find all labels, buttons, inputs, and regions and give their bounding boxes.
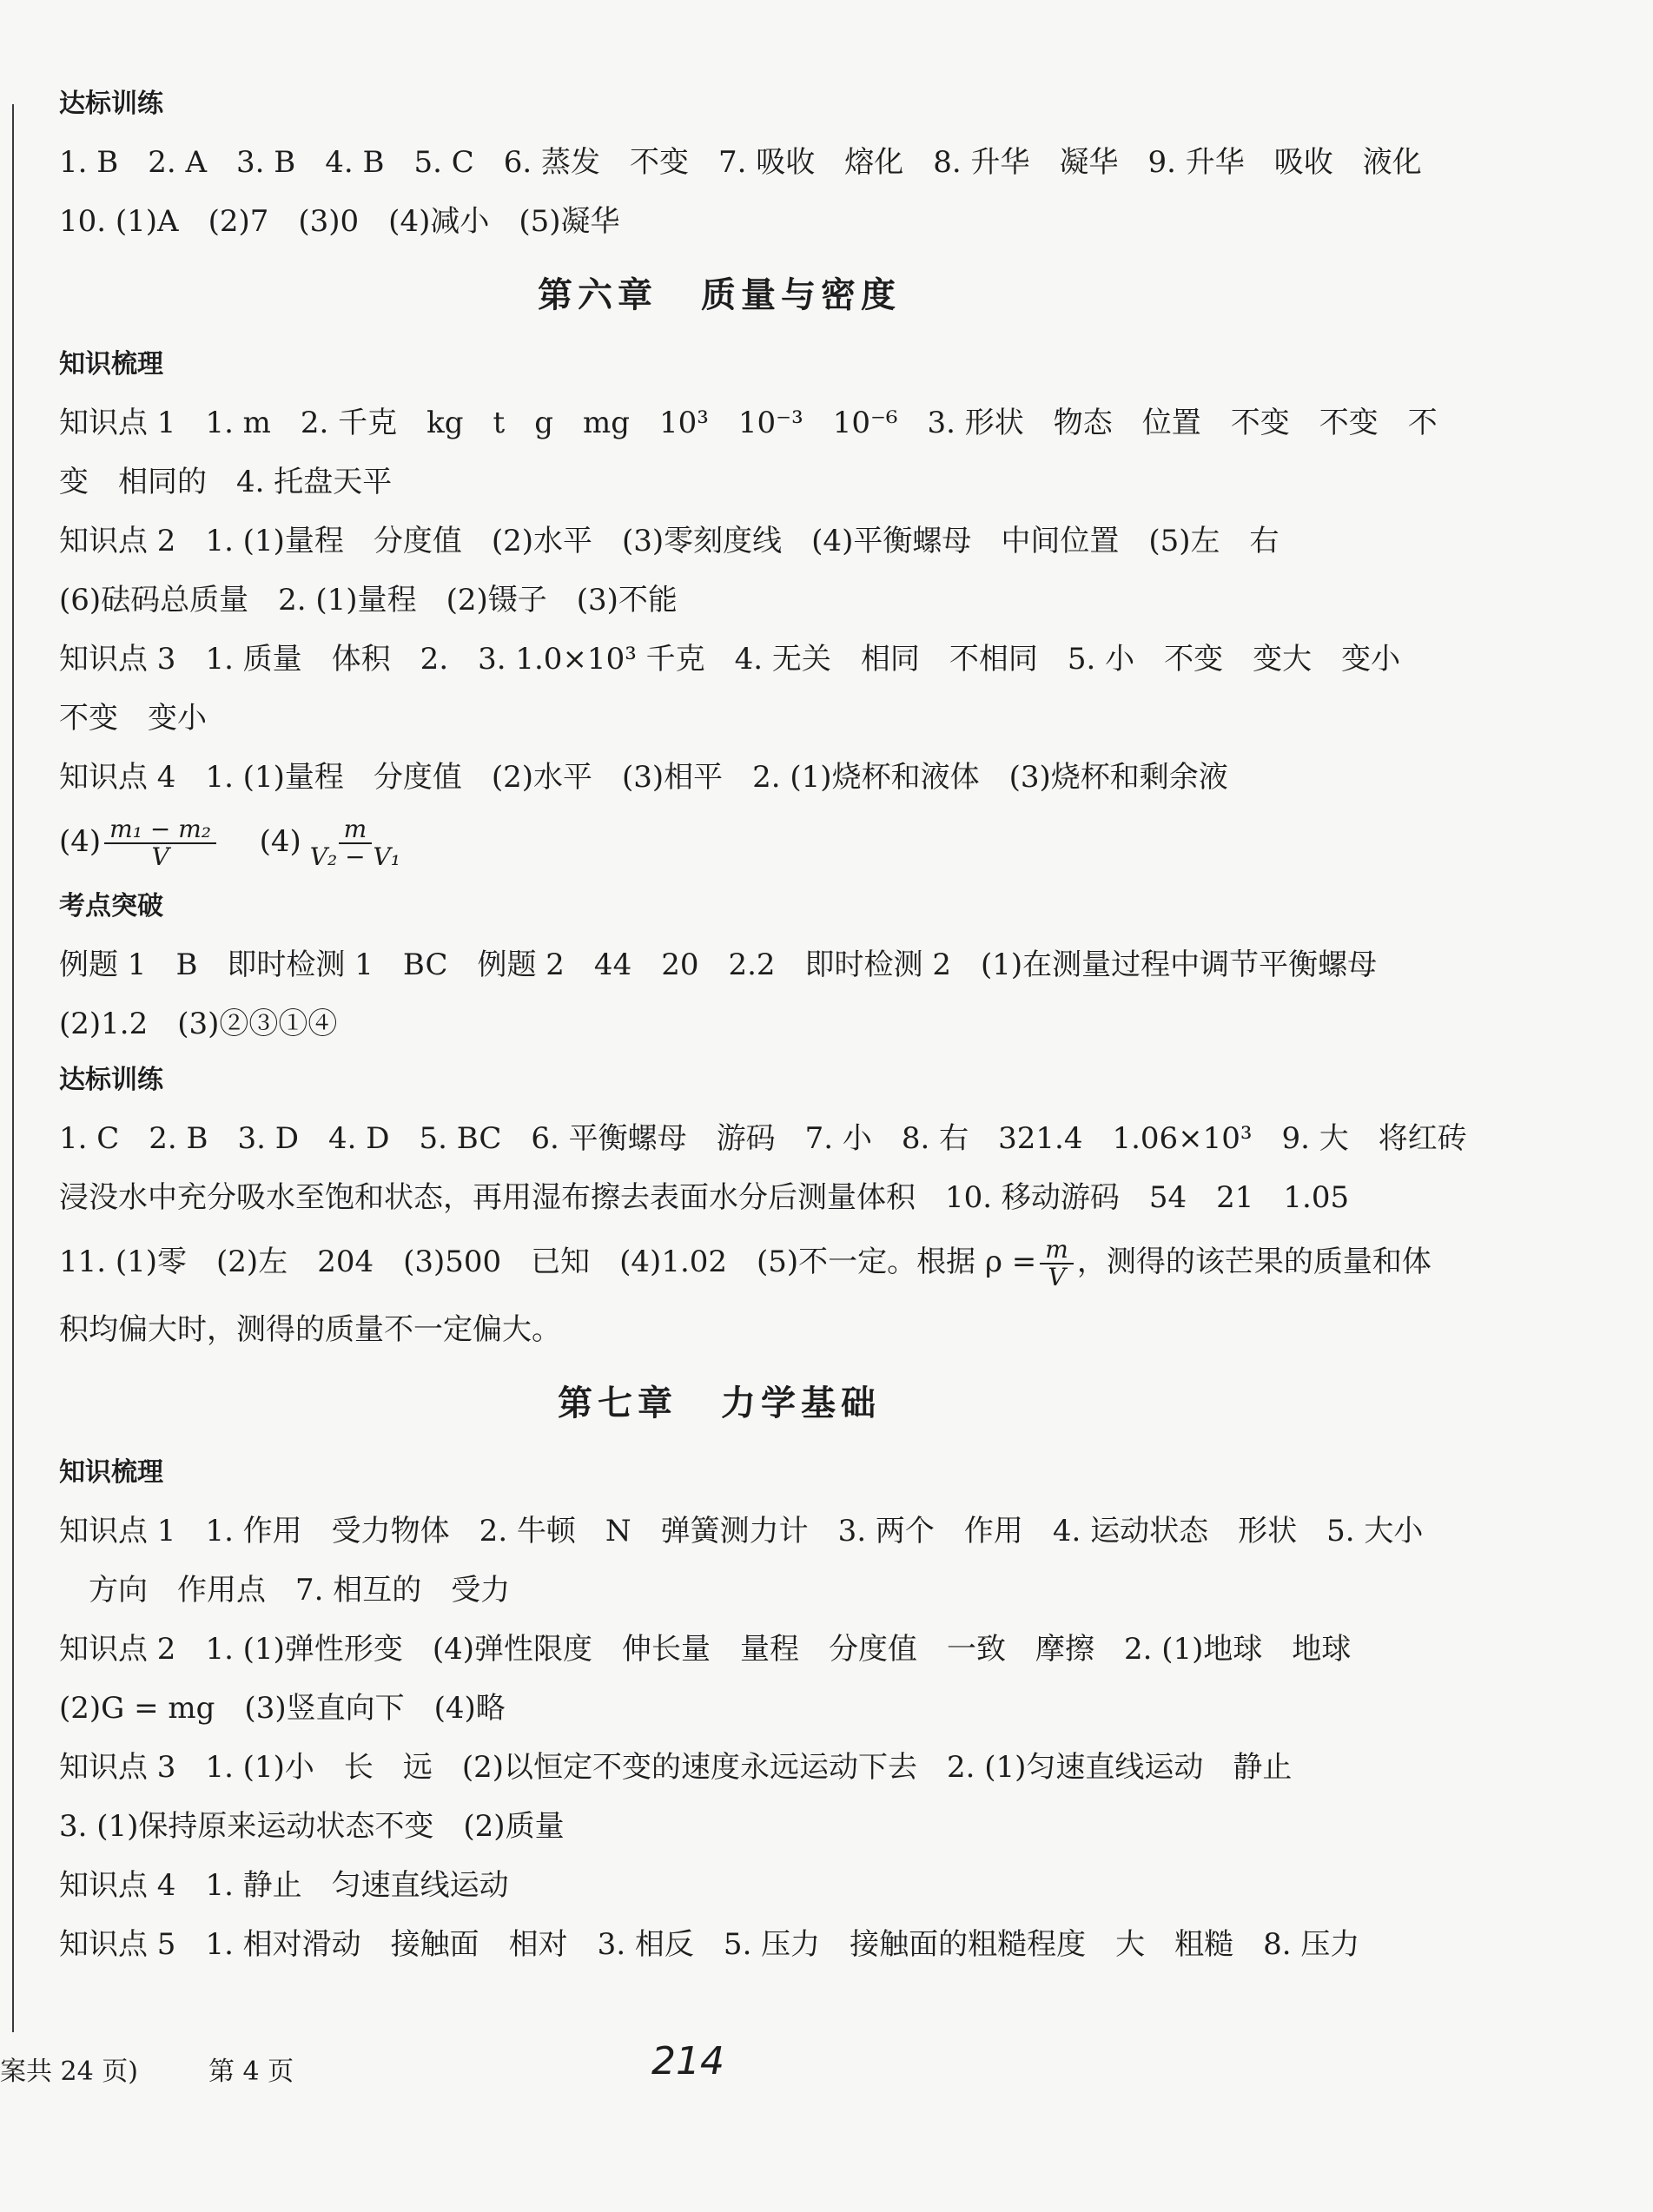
margin-rule [12,104,14,2032]
answer-line: 知识点 1 1. 作用 受力物体 2. 牛顿 N 弹簧测力计 3. 两个 作用 4. 运动状态 形状 5. 大小 [59,1514,1424,1548]
part-label: (4) [59,824,102,859]
fraction [104,816,216,870]
chapter-name: 质量与密度 [701,274,901,315]
chapter-title-6 [59,271,1379,347]
answer-line: 知识点 2 1. (1)量程 分度值 (2)水平 (3)零刻度线 (4)平衡螺母 中间位置 (5)左 右 [59,524,1279,558]
fraction-denominator: V [151,842,169,871]
section-heading-dabiao-2: 达标训练 [59,1065,163,1095]
chapter-title-7 [59,1379,1379,1456]
answer-line: 积均偏大时，测得的质量不一定偏大。 [59,1312,561,1347]
answer-line: (2)1.2 (3)②③①④ [59,1007,338,1041]
fraction-denominator: V [1048,1263,1066,1291]
chapter-name: 力学基础 [721,1383,881,1423]
answer-line: 知识点 5 1. 相对滑动 接触面 相对 3. 相反 5. 压力 接触面的粗糙程度 大 粗糙 8. 压力 [59,1927,1360,1962]
answer-line: 不变 变小 [59,701,207,736]
chapter-number: 第七章 [558,1383,678,1423]
fraction-numerator: m [339,816,373,844]
answer-line: 知识点 3 1. (1)小 长 远 (2)以恒定不变的速度永远运动下去 2. (1)匀速直线运动 静止 [59,1750,1293,1785]
page-footer [0,2039,1653,2091]
answer-line: (6)砝码总质量 2. (1)量程 (2)镊子 (3)不能 [59,583,678,617]
page-number: 214 [651,2039,724,2083]
answer-line: 知识点 4 1. 静止 匀速直线运动 [59,1868,509,1903]
answer-line: 10. (1)A (2)7 (3)0 (4)减小 (5)凝华 [59,204,620,239]
section-heading-kaodian: 考点突破 [59,891,163,921]
answer-line: 知识点 3 1. 质量 体积 2. 3. 1.0×10³ 千克 4. 无关 相同 不相同 5. 小 不变 变大 变小 [59,642,1401,677]
section-heading-dabiao-1: 达标训练 [59,89,163,119]
section-heading-zhishi: 知识梳理 [59,349,163,380]
answer-line: 3. (1)保持原来运动状态不变 (2)质量 [59,1809,565,1844]
answer-line: 知识点 1 1. m 2. 千克 kg t g mg 10³ 10⁻³ 10⁻⁶ 3. 形状 物态 位置 不变 不变 不 [59,406,1438,440]
answer-text: ，测得的该芒果的质量和体 [1076,1245,1431,1279]
answer-line: 1. C 2. B 3. D 4. D 5. BC 6. 平衡螺母 游码 7. 小 8. 右 321.4 1.06×10³ 9. 大 将红砖 [59,1121,1467,1156]
footer-total-pages: 案共 24 页) [0,2057,138,2087]
answer-key-content [59,87,1467,1984]
answer-line: (2)G = mg (3)竖直向下 (4)略 [59,1691,506,1726]
density-fraction [1040,1237,1074,1291]
answer-line: 方向 作用点 7. 相互的 受力 [59,1573,511,1608]
answer-line-fractions [59,816,1379,889]
fraction-denominator: V₂ − V₁ [309,842,400,871]
answer-line: 浸没水中充分吸水至饱和状态，再用湿布擦去表面水分后测量体积 10. 移动游码 54 21 1.05 [59,1180,1350,1215]
fraction [305,816,406,870]
chapter-number: 第六章 [538,274,658,315]
answer-line: 知识点 2 1. (1)弹性形变 (4)弹性限度 伸长量 量程 分度值 一致 摩擦 2. (1)地球 地球 [59,1632,1352,1667]
section-heading-zhishi: 知识梳理 [59,1457,163,1488]
answer-line: 知识点 4 1. (1)量程 分度值 (2)水平 (3)相平 2. (1)烧杯和液体 (3)烧杯和剩余液 [59,760,1228,795]
answer-line: 变 相同的 4. 托盘天平 [59,465,393,499]
footer-page-label: 第 4 页 [208,2057,294,2087]
fraction-numerator: m [1040,1237,1074,1264]
answer-text: 11. (1)零 (2)左 204 (3)500 已知 (4)1.02 (5)不一定。根据 ρ = [59,1245,1037,1279]
answer-line: 1. B 2. A 3. B 4. B 5. C 6. 蒸发 不变 7. 吸收 熔化 8. 升华 凝华 9. 升华 吸收 液化 [59,145,1422,180]
fraction-numerator: m₁ − m₂ [104,816,216,844]
answer-line-density [59,1235,1431,1310]
part-label: (4) [259,824,301,859]
answer-line: 例题 1 B 即时检测 1 BC 例题 2 44 20 2.2 即时检测 2 (1)在测量过程中调节平衡螺母 [59,948,1378,982]
